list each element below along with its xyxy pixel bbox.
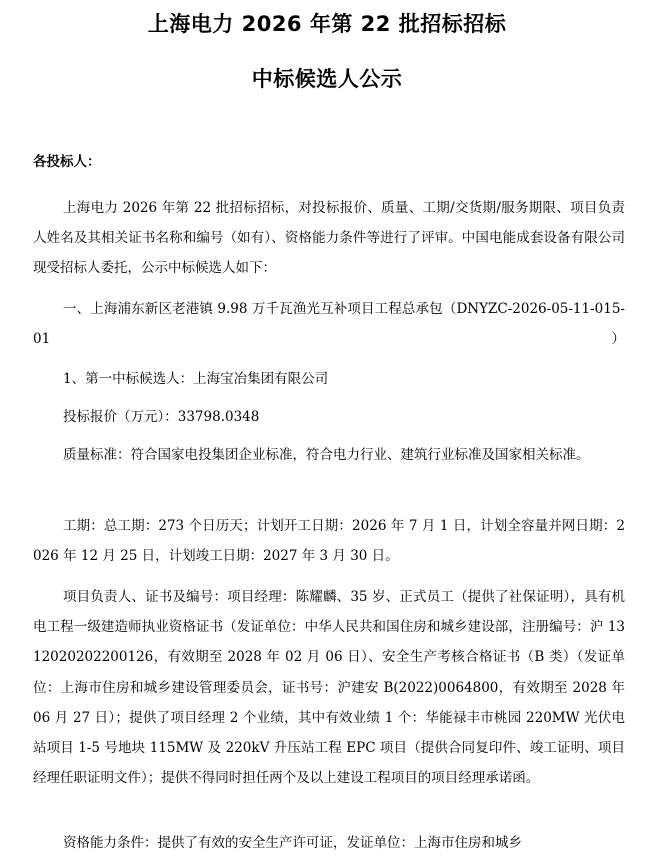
intro-paragraph: 上海电力 2026 年第 22 批招标招标，对投标报价、质量、工期/交货期/服务期限、项目负责人姓名及其相关证书名称和编号（如有）、资格能力条件等进行了评审。中国电能成套设备有限公司现受招标人委托，公示中标候选人如下：: [33, 200, 625, 277]
section-heading-1: 一、上海浦东新区老港镇 9.98 万千瓦渔光互补项目工程总承包（DNYZC-2026-05-11-015-01）: [33, 301, 625, 348]
first-candidate: 1、第一中标候选人：上海宝冶集团有限公司: [63, 371, 329, 387]
qualification-conditions: 资格能力条件：提供了有效的安全生产许可证，发证单位：上海市住房和城乡: [63, 835, 522, 851]
salutation: 各投标人：: [33, 154, 101, 170]
project-manager-details: 项目负责人、证书及编号：项目经理：陈耀麟、35 岁、正式员工（提供了社保证明），具有机电工程一级建造师执业资格证书（发证单位：中华人民共和国住房和城乡建设部，注册编号：沪 1312020202200126，有效期至 2028 年 02 月 06 日）、安全生产考核合格证书（B 类）（发证单位：上海市住房和城乡建设管理委员会，证书号：沪建安 B(2022)0064800，有效期至 2028 年 06 月 27 日）；提供了项目经理 2 个业绩，其中有效业绩 1 个：华能禄丰市桃园 220MW 光伏电站项目 1-5 号地块 115MW 及 220kV 升压站工程 EPC 项目（提供合同复印件、竣工证明、项目经理任职证明文件）；提供不得同时担任两个及以上建设工程项目的项目经理承诺函。: [33, 589, 625, 787]
document-title-line-2: 中标候选人公示: [251, 67, 403, 91]
construction-period: 工期：总工期：273 个日历天；计划开工日期：2026 年 7 月 1 日，计划全容量并网日期：2026 年 12 月 25 日，计划竣工日期：2027 年 3 月 30 日。: [33, 518, 625, 565]
quality-standard: 质量标准：符合国家电投集团企业标准，符合电力行业、建筑行业标准及国家相关标准。: [63, 447, 590, 463]
document-title-line-1: 上海电力 2026 年第 22 批招标招标: [147, 12, 507, 36]
bid-price: 投标报价（万元）：33798.0348: [63, 409, 260, 425]
